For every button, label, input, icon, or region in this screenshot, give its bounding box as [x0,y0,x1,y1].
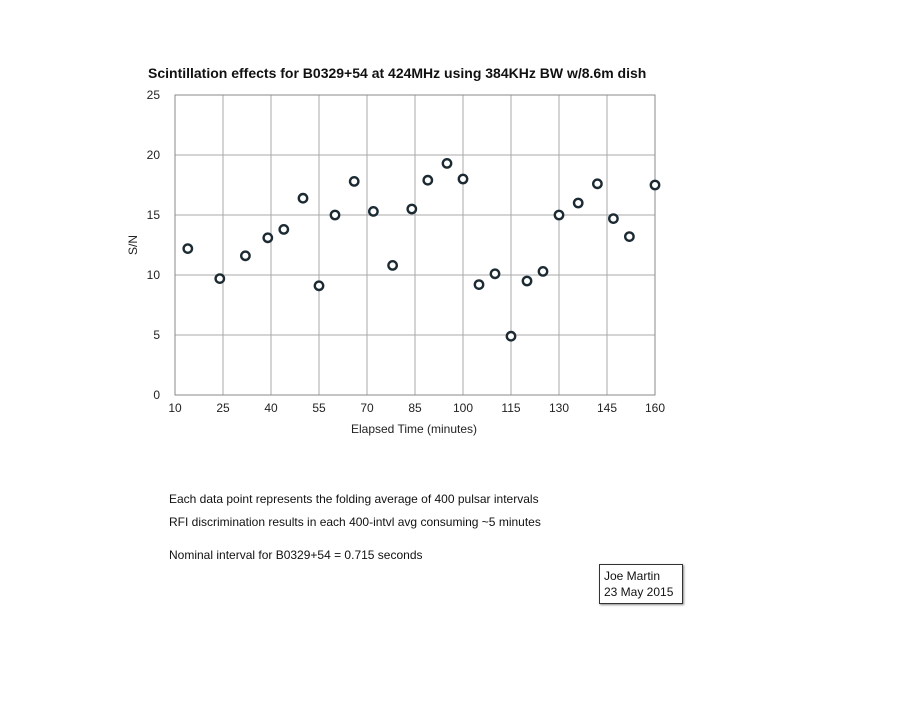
y-tick-label: 5 [153,328,160,342]
data-point [625,232,633,240]
chart-notes [169,488,541,567]
y-tick-label: 10 [146,268,160,282]
note-nominal-interval: Nominal interval for B0329+54 = 0.715 seconds [169,548,423,562]
data-point [216,274,224,282]
data-point [241,252,249,260]
y-tick-label: 15 [146,208,160,222]
signature-box [599,564,683,604]
data-point [280,225,288,233]
data-point [475,280,483,288]
data-point [388,261,396,269]
data-point [523,277,531,285]
y-tick-label: 25 [146,88,160,102]
x-tick-label: 10 [168,401,182,415]
data-point [609,214,617,222]
x-tick-label: 55 [312,401,326,415]
y-tick-label: 20 [146,148,160,162]
data-point [574,199,582,207]
data-point [408,205,416,213]
data-point [331,211,339,219]
x-tick-label: 145 [596,401,618,415]
x-tick-label: 160 [644,401,666,415]
chart-grid [175,95,655,395]
x-tick-label: 130 [548,401,570,415]
data-point [443,159,451,167]
y-tick-labels [147,88,161,402]
x-tick-label: 40 [264,401,278,415]
data-point [555,211,563,219]
data-points [184,159,660,340]
data-point [350,177,358,185]
x-tick-label: 100 [452,401,474,415]
data-point [507,332,515,340]
x-tick-label: 70 [360,401,374,415]
note-rfi-discrimination: RFI discrimination results in each 400-intvl avg consuming ~5 minutes [169,515,541,529]
data-point [539,267,547,275]
data-point [299,194,307,202]
data-point [369,207,377,215]
x-tick-labels [168,401,665,415]
data-point [593,180,601,188]
data-point [184,244,192,252]
data-point [459,175,467,183]
note-folding-average: Each data point represents the folding average of 400 pulsar intervals [169,492,539,506]
y-tick-label: 0 [153,388,160,402]
x-axis-label: Elapsed Time (minutes) [350,422,478,436]
data-point [315,282,323,290]
x-tick-label: 115 [501,401,521,415]
data-point [651,181,659,189]
chart-title: Scintillation effects for B0329+54 at 424MHz using 384KHz BW w/8.6m dish [148,65,647,81]
y-axis-label: S/N [126,234,140,256]
x-tick-label: 85 [408,401,422,415]
data-point [424,176,432,184]
data-point [264,234,272,242]
signature-date: 23 May 2015 [604,585,674,599]
x-tick-label: 25 [216,401,230,415]
data-point [491,270,499,278]
signature-name: Joe Martin [604,569,661,583]
